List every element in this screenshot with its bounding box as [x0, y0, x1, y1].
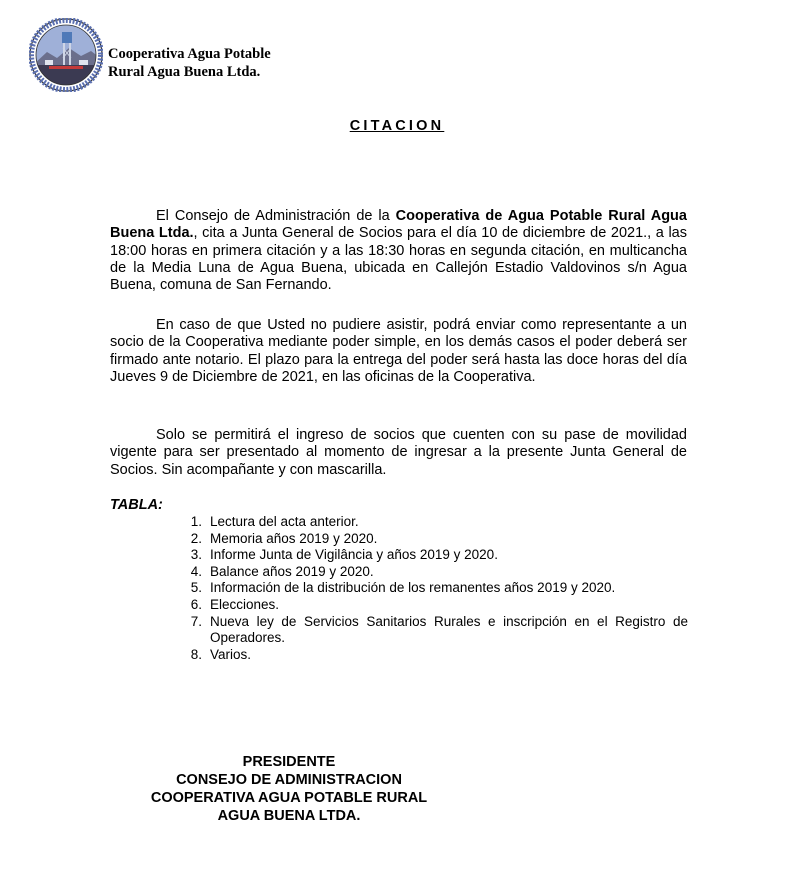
agenda-item-text: Balance años 2019 y 2020. — [210, 563, 374, 579]
agenda-list — [172, 514, 688, 663]
signature-line-3: COOPERATIVA AGUA POTABLE RURAL — [150, 790, 428, 806]
agenda-item-text: Informe Junta de Vigilância y años 2019 y 2020. — [210, 547, 498, 563]
agenda-item — [172, 564, 688, 581]
agenda-item — [172, 597, 688, 614]
agenda-item-number: 2. — [190, 530, 202, 546]
agenda-item-number: 3. — [190, 547, 202, 563]
agenda-label: TABLA: — [110, 497, 163, 513]
agenda-item-text: Nueva ley de Servicios Sanitarios Rurales e inscripción en el Registro de Operadores. — [210, 613, 688, 646]
agenda-item-text: Lectura del acta anterior. — [210, 514, 359, 529]
agenda-item-text: Varios. — [210, 646, 252, 662]
signature-line-4: AGUA BUENA LTDA. — [217, 808, 361, 824]
paragraph-proxy: En caso de que Usted no pudiere asistir, podrá enviar como representante a un socio de la Cooperativa mediante poder simple, en los demás casos el poder deberá ser firmado ante notario. El plazo para la entrega del poder será hasta las doce horas del día Jueves 9 de Diciembre de 2021, en las oficinas de la Cooperativa. — [110, 317, 687, 385]
agenda-item-text: Información de la distribución de los remanentes años 2019 y 2020. — [210, 580, 616, 596]
agenda-item-number: 1. — [190, 514, 202, 529]
signature-block — [144, 753, 434, 825]
signature-line-2: CONSEJO DE ADMINISTRACION — [176, 772, 402, 788]
agenda-item-text: Memoria años 2019 y 2020. — [210, 530, 378, 546]
agenda-item-number: 8. — [190, 646, 202, 662]
cooperative-logo — [29, 18, 103, 92]
agenda-item — [172, 531, 688, 548]
agenda-item-text: Elecciones. — [210, 596, 280, 612]
agenda-item — [172, 614, 688, 647]
paragraph-convocation-prefix: El Consejo de Administración de la — [156, 208, 396, 224]
signature-line-1: PRESIDENTE — [242, 754, 336, 770]
agenda-item — [172, 514, 688, 531]
agenda-item-number: 5. — [190, 580, 202, 596]
agenda-item-number: 4. — [190, 563, 202, 579]
agenda-item — [172, 647, 688, 664]
agenda-item-number: 7. — [190, 613, 202, 629]
paragraph-admission: Solo se permitirá el ingreso de socios que cuenten con su pase de movilidad vigente para ser presentado al momento de ingresar a la presente Junta General de Socios. Sin acompañante y con mascarilla. — [110, 427, 687, 478]
document-title: CITACION — [349, 118, 445, 134]
agenda-item — [172, 547, 688, 564]
paragraph-convocation — [110, 208, 687, 294]
agenda-item-number: 6. — [190, 596, 202, 612]
agenda-item — [172, 580, 688, 597]
organization-name — [108, 45, 271, 81]
cooperative-name-bold: Cooperativa de Agua Potable Rural Agua Buena Ltda. — [110, 208, 687, 242]
org-name-line-1: Cooperativa Agua Potable — [108, 46, 271, 62]
org-name-line-2: Rural Agua Buena Ltda. — [108, 64, 261, 80]
paragraph-convocation-suffix: , cita a Junta General de Socios para el día 10 de diciembre de 2021., a las 18:00 horas en primera citación y a las 18:30 horas en segunda citación, en multicancha de la Media Luna de Agua Buena, ubicada en Callejón Estadio Valdovinos s/n Agua Buena, comuna de San Fernando. — [110, 225, 687, 294]
